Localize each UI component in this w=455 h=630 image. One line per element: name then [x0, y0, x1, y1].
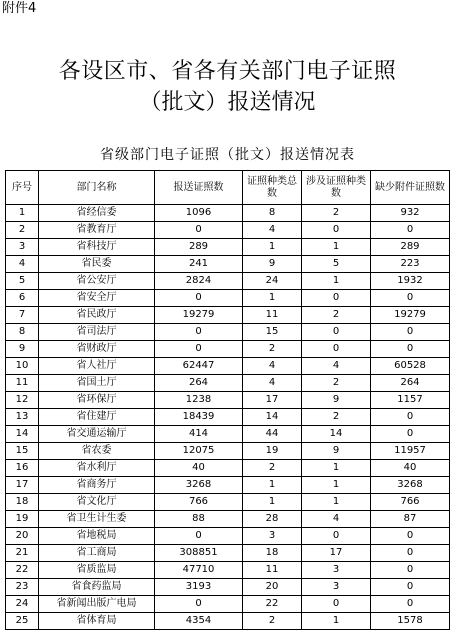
table-row [6, 562, 450, 579]
total-types: 2 [243, 341, 302, 358]
submitted-count: 289 [155, 239, 243, 256]
missing-attachments: 0 [371, 579, 450, 596]
missing-attachments: 40 [371, 460, 450, 477]
total-types: 11 [243, 307, 302, 324]
row-index: 12 [6, 392, 39, 409]
row-index: 13 [6, 409, 39, 426]
row-index: 17 [6, 477, 39, 494]
department-name: 省食药监局 [39, 579, 155, 596]
department-name: 省经信委 [39, 205, 155, 222]
row-index: 18 [6, 494, 39, 511]
submitted-count: 19279 [155, 307, 243, 324]
row-index: 10 [6, 358, 39, 375]
missing-attachments: 60528 [371, 358, 450, 375]
header-total-types: 证照种类总数 [243, 171, 302, 205]
involved-types: 1 [302, 460, 371, 477]
table-row [6, 477, 450, 494]
total-types: 24 [243, 273, 302, 290]
table-row [6, 358, 450, 375]
header-submitted-count: 报送证照数 [155, 171, 243, 205]
department-name: 省农委 [39, 443, 155, 460]
missing-attachments: 0 [371, 324, 450, 341]
table-row [6, 290, 450, 307]
department-name: 省司法厅 [39, 324, 155, 341]
submitted-count: 241 [155, 256, 243, 273]
report-table [5, 170, 450, 630]
table-row [6, 460, 450, 477]
table-row [6, 511, 450, 528]
table-row [6, 307, 450, 324]
missing-attachments: 1932 [371, 273, 450, 290]
header-department: 部门名称 [39, 171, 155, 205]
total-types: 4 [243, 222, 302, 239]
department-name: 省新闻出版广电局 [39, 596, 155, 613]
department-name: 省卫生计生委 [39, 511, 155, 528]
table-row [6, 409, 450, 426]
submitted-count: 0 [155, 341, 243, 358]
department-name: 省文化厅 [39, 494, 155, 511]
submitted-count: 40 [155, 460, 243, 477]
involved-types: 1 [302, 239, 371, 256]
missing-attachments: 1157 [371, 392, 450, 409]
involved-types: 0 [302, 290, 371, 307]
involved-types: 1 [302, 494, 371, 511]
submitted-count: 414 [155, 426, 243, 443]
header-index: 序号 [6, 171, 39, 205]
total-types: 22 [243, 596, 302, 613]
submitted-count: 1096 [155, 205, 243, 222]
total-types: 1 [243, 239, 302, 256]
department-name: 省人社厅 [39, 358, 155, 375]
involved-types: 2 [302, 409, 371, 426]
row-index: 6 [6, 290, 39, 307]
row-index: 20 [6, 528, 39, 545]
department-name: 省民委 [39, 256, 155, 273]
submitted-count: 18439 [155, 409, 243, 426]
missing-attachments: 223 [371, 256, 450, 273]
total-types: 8 [243, 205, 302, 222]
table-row [6, 426, 450, 443]
involved-types: 1 [302, 477, 371, 494]
row-index: 8 [6, 324, 39, 341]
missing-attachments: 19279 [371, 307, 450, 324]
missing-attachments: 0 [371, 596, 450, 613]
table-row [6, 545, 450, 562]
table-header-row [6, 171, 450, 205]
total-types: 1 [243, 290, 302, 307]
total-types: 4 [243, 375, 302, 392]
table-row [6, 375, 450, 392]
total-types: 2 [243, 460, 302, 477]
total-types: 18 [243, 545, 302, 562]
table-row [6, 273, 450, 290]
missing-attachments: 264 [371, 375, 450, 392]
total-types: 1 [243, 477, 302, 494]
total-types: 20 [243, 579, 302, 596]
table-row [6, 392, 450, 409]
submitted-count: 47710 [155, 562, 243, 579]
missing-attachments: 766 [371, 494, 450, 511]
total-types: 15 [243, 324, 302, 341]
department-name: 省地税局 [39, 528, 155, 545]
department-name: 省民政厅 [39, 307, 155, 324]
row-index: 21 [6, 545, 39, 562]
total-types: 4 [243, 358, 302, 375]
involved-types: 9 [302, 392, 371, 409]
involved-types: 4 [302, 511, 371, 528]
submitted-count: 766 [155, 494, 243, 511]
submitted-count: 12075 [155, 443, 243, 460]
department-name: 省公安厅 [39, 273, 155, 290]
missing-attachments: 0 [371, 341, 450, 358]
row-index: 15 [6, 443, 39, 460]
submitted-count: 308851 [155, 545, 243, 562]
department-name: 省教育厅 [39, 222, 155, 239]
submitted-count: 3268 [155, 477, 243, 494]
involved-types: 3 [302, 579, 371, 596]
total-types: 44 [243, 426, 302, 443]
table-row [6, 324, 450, 341]
submitted-count: 3193 [155, 579, 243, 596]
submitted-count: 62447 [155, 358, 243, 375]
table-row [6, 341, 450, 358]
missing-attachments: 87 [371, 511, 450, 528]
submitted-count: 0 [155, 596, 243, 613]
submitted-count: 0 [155, 290, 243, 307]
total-types: 9 [243, 256, 302, 273]
table-body [6, 205, 450, 630]
department-name: 省科技厅 [39, 239, 155, 256]
table-title: 省级部门电子证照（批文）报送情况表 [100, 147, 355, 163]
row-index: 5 [6, 273, 39, 290]
missing-attachments: 11957 [371, 443, 450, 460]
row-index: 3 [6, 239, 39, 256]
submitted-count: 1238 [155, 392, 243, 409]
department-name: 省水利厅 [39, 460, 155, 477]
table-row [6, 596, 450, 613]
row-index: 23 [6, 579, 39, 596]
department-name: 省财政厅 [39, 341, 155, 358]
table-row [6, 205, 450, 222]
involved-types: 14 [302, 426, 371, 443]
involved-types: 5 [302, 256, 371, 273]
row-index: 11 [6, 375, 39, 392]
total-types: 19 [243, 443, 302, 460]
involved-types: 4 [302, 358, 371, 375]
row-index: 7 [6, 307, 39, 324]
header-involved-types: 涉及证照种类数 [302, 171, 371, 205]
table-row [6, 528, 450, 545]
header-missing-attachments: 缺少附件证照数 [371, 171, 450, 205]
missing-attachments: 0 [371, 528, 450, 545]
row-index: 4 [6, 256, 39, 273]
involved-types: 0 [302, 222, 371, 239]
department-name: 省交通运输厅 [39, 426, 155, 443]
missing-attachments: 932 [371, 205, 450, 222]
involved-types: 2 [302, 375, 371, 392]
submitted-count: 264 [155, 375, 243, 392]
submitted-count: 88 [155, 511, 243, 528]
submitted-count: 2824 [155, 273, 243, 290]
row-index: 9 [6, 341, 39, 358]
table-row [6, 239, 450, 256]
total-types: 14 [243, 409, 302, 426]
submitted-count: 0 [155, 528, 243, 545]
total-types: 2 [243, 613, 302, 630]
total-types: 3 [243, 528, 302, 545]
table-row [6, 256, 450, 273]
involved-types: 3 [302, 562, 371, 579]
page-title-line2: （批文）报送情况 [139, 90, 316, 115]
missing-attachments: 1578 [371, 613, 450, 630]
submitted-count: 0 [155, 222, 243, 239]
table-row [6, 222, 450, 239]
row-index: 22 [6, 562, 39, 579]
department-name: 省商务厅 [39, 477, 155, 494]
total-types: 1 [243, 494, 302, 511]
submitted-count: 4354 [155, 613, 243, 630]
involved-types: 9 [302, 443, 371, 460]
total-types: 11 [243, 562, 302, 579]
involved-types: 17 [302, 545, 371, 562]
table-row [6, 579, 450, 596]
table-row [6, 494, 450, 511]
row-index: 14 [6, 426, 39, 443]
table-row [6, 443, 450, 460]
involved-types: 2 [302, 205, 371, 222]
missing-attachments: 0 [371, 290, 450, 307]
department-name: 省工商局 [39, 545, 155, 562]
missing-attachments: 0 [371, 409, 450, 426]
department-name: 省住建厅 [39, 409, 155, 426]
missing-attachments: 0 [371, 545, 450, 562]
total-types: 17 [243, 392, 302, 409]
total-types: 28 [243, 511, 302, 528]
involved-types: 1 [302, 613, 371, 630]
row-index: 19 [6, 511, 39, 528]
row-index: 16 [6, 460, 39, 477]
attachment-label: 附件4 [2, 1, 37, 16]
missing-attachments: 3268 [371, 477, 450, 494]
table-row [6, 613, 450, 630]
department-name: 省质监局 [39, 562, 155, 579]
row-index: 2 [6, 222, 39, 239]
row-index: 25 [6, 613, 39, 630]
row-index: 24 [6, 596, 39, 613]
page-title-line1: 各设区市、省各有关部门电子证照 [58, 59, 397, 84]
involved-types: 0 [302, 528, 371, 545]
missing-attachments: 0 [371, 222, 450, 239]
missing-attachments: 0 [371, 426, 450, 443]
involved-types: 2 [302, 307, 371, 324]
row-index: 1 [6, 205, 39, 222]
involved-types: 0 [302, 341, 371, 358]
submitted-count: 0 [155, 324, 243, 341]
department-name: 省国土厅 [39, 375, 155, 392]
department-name: 省安全厅 [39, 290, 155, 307]
involved-types: 0 [302, 324, 371, 341]
department-name: 省环保厅 [39, 392, 155, 409]
involved-types: 0 [302, 596, 371, 613]
missing-attachments: 0 [371, 562, 450, 579]
involved-types: 1 [302, 273, 371, 290]
department-name: 省体育局 [39, 613, 155, 630]
missing-attachments: 289 [371, 239, 450, 256]
